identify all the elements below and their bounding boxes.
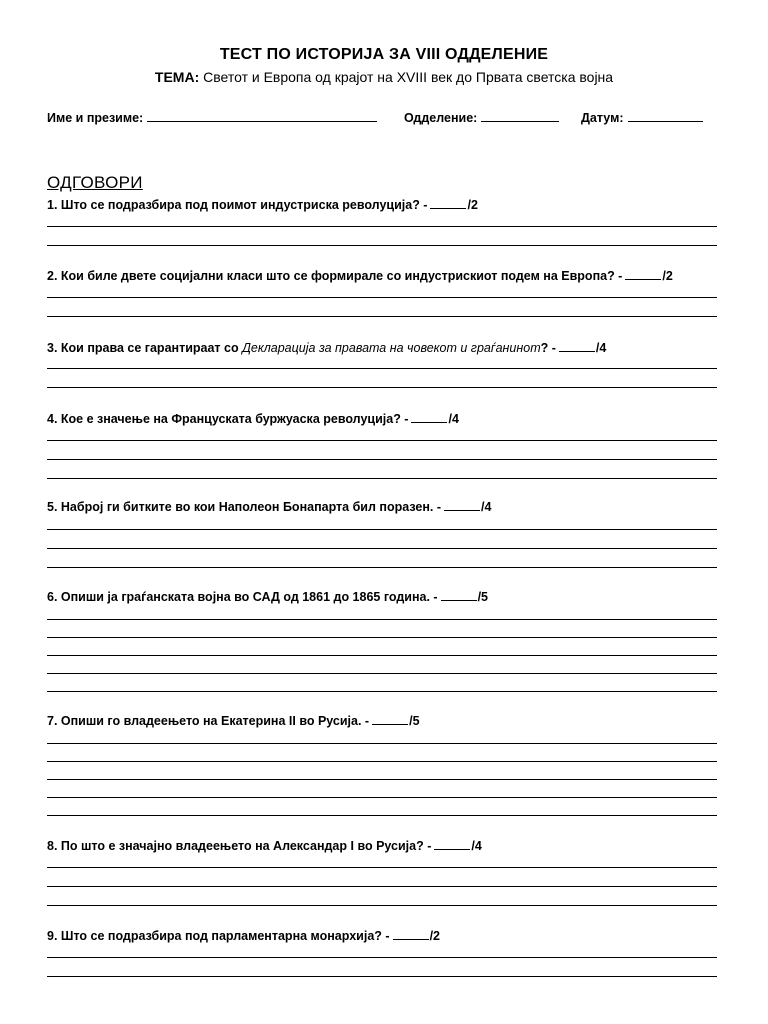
answer-line[interactable] <box>47 957 717 958</box>
class-label: Одделение: <box>404 111 478 125</box>
date-blank[interactable] <box>628 110 703 122</box>
question-points: /2 <box>662 269 673 283</box>
score-blank[interactable] <box>393 928 429 940</box>
question-3 <box>47 340 606 355</box>
question-5 <box>47 499 491 514</box>
answer-line[interactable] <box>47 478 717 479</box>
answer-line[interactable] <box>47 743 717 744</box>
answer-line[interactable] <box>47 548 717 549</box>
answer-line[interactable] <box>47 368 717 369</box>
class-field[interactable] <box>404 110 559 125</box>
page-title: ТЕСТ ПО ИСТОРИЈА ЗА VIII ОДДЕЛЕНИЕ <box>219 46 549 63</box>
question-9 <box>47 928 440 943</box>
answer-line[interactable] <box>47 976 717 977</box>
answer-line[interactable] <box>47 529 717 530</box>
answer-line[interactable] <box>47 297 717 298</box>
question-points: /4 <box>595 341 607 355</box>
answer-line[interactable] <box>47 886 717 887</box>
question-text: 9. Што се подразбира под парламентарна монархија? - <box>47 929 390 943</box>
question-text: 1. Што се подразбира под поимот индустриска револуција? - <box>47 198 428 212</box>
class-blank[interactable] <box>481 110 559 122</box>
answer-line[interactable] <box>47 619 717 620</box>
theme-line <box>0 69 768 85</box>
score-blank[interactable] <box>411 411 447 423</box>
question-points: /2 <box>467 198 478 212</box>
score-blank[interactable] <box>441 589 477 601</box>
question-4 <box>47 411 459 426</box>
answer-line[interactable] <box>47 867 717 868</box>
question-text: 7. Опиши го владеењето на Екатерина II во Русија. - <box>47 714 370 728</box>
question-text: 4. Кое е значење на Француската буржуаска револуција? - <box>47 412 409 426</box>
theme-text: Светот и Европа од крајот на XVIII век до Првата светска војна <box>203 69 614 85</box>
declaration-title: Декларација за правата на човекот и граѓанинот <box>242 341 541 355</box>
answer-line[interactable] <box>47 691 717 692</box>
answer-line[interactable] <box>47 567 717 568</box>
answer-line[interactable] <box>47 226 717 227</box>
score-blank[interactable] <box>625 268 661 280</box>
question-1 <box>47 197 478 212</box>
answer-line[interactable] <box>47 673 717 674</box>
answer-line[interactable] <box>47 387 717 388</box>
score-blank[interactable] <box>372 713 408 725</box>
question-text: 3. Кои права се гарантираат со <box>47 341 243 355</box>
question-text: 8. По што е значајно владеењето на Александар I во Русија? - <box>47 839 432 853</box>
question-text-end: ? - <box>540 341 556 355</box>
score-blank[interactable] <box>430 197 466 209</box>
date-label: Датум: <box>581 111 624 125</box>
question-points: /5 <box>409 714 420 728</box>
answer-line[interactable] <box>47 761 717 762</box>
answer-line[interactable] <box>47 779 717 780</box>
score-blank[interactable] <box>434 838 470 850</box>
question-text: 2. Кои биле двете социјални класи што се формирале со индустрискиот подем на Европа? - <box>47 269 623 283</box>
answer-line[interactable] <box>47 815 717 816</box>
question-points: /4 <box>471 839 482 853</box>
question-7 <box>47 713 420 728</box>
question-6 <box>47 589 488 604</box>
question-text: 6. Опиши ја граѓанската војна во САД од 1861 до 1865 година. - <box>47 590 438 604</box>
name-label: Име и презиме: <box>47 111 144 125</box>
score-blank[interactable] <box>559 340 595 352</box>
answer-line[interactable] <box>47 459 717 460</box>
answer-line[interactable] <box>47 905 717 906</box>
answer-line[interactable] <box>47 797 717 798</box>
question-points: /4 <box>448 412 459 426</box>
answer-line[interactable] <box>47 316 717 317</box>
score-blank[interactable] <box>444 499 480 511</box>
answer-line[interactable] <box>47 655 717 656</box>
question-points: /5 <box>477 590 489 604</box>
name-field[interactable] <box>47 110 377 125</box>
question-2 <box>47 268 673 283</box>
question-text: 5. Наброј ги битките во кои Наполеон Бонапарта бил поразен. - <box>47 500 441 514</box>
date-field[interactable] <box>581 110 703 125</box>
question-points: /4 <box>481 500 492 514</box>
name-blank[interactable] <box>147 110 377 122</box>
section-title: ОДГОВОРИ <box>47 173 143 192</box>
question-8 <box>47 838 482 853</box>
question-points: /2 <box>429 929 441 943</box>
answer-line[interactable] <box>47 637 717 638</box>
answer-line[interactable] <box>47 440 717 441</box>
answer-line[interactable] <box>47 245 717 246</box>
theme-label: ТЕМА: <box>154 69 200 85</box>
